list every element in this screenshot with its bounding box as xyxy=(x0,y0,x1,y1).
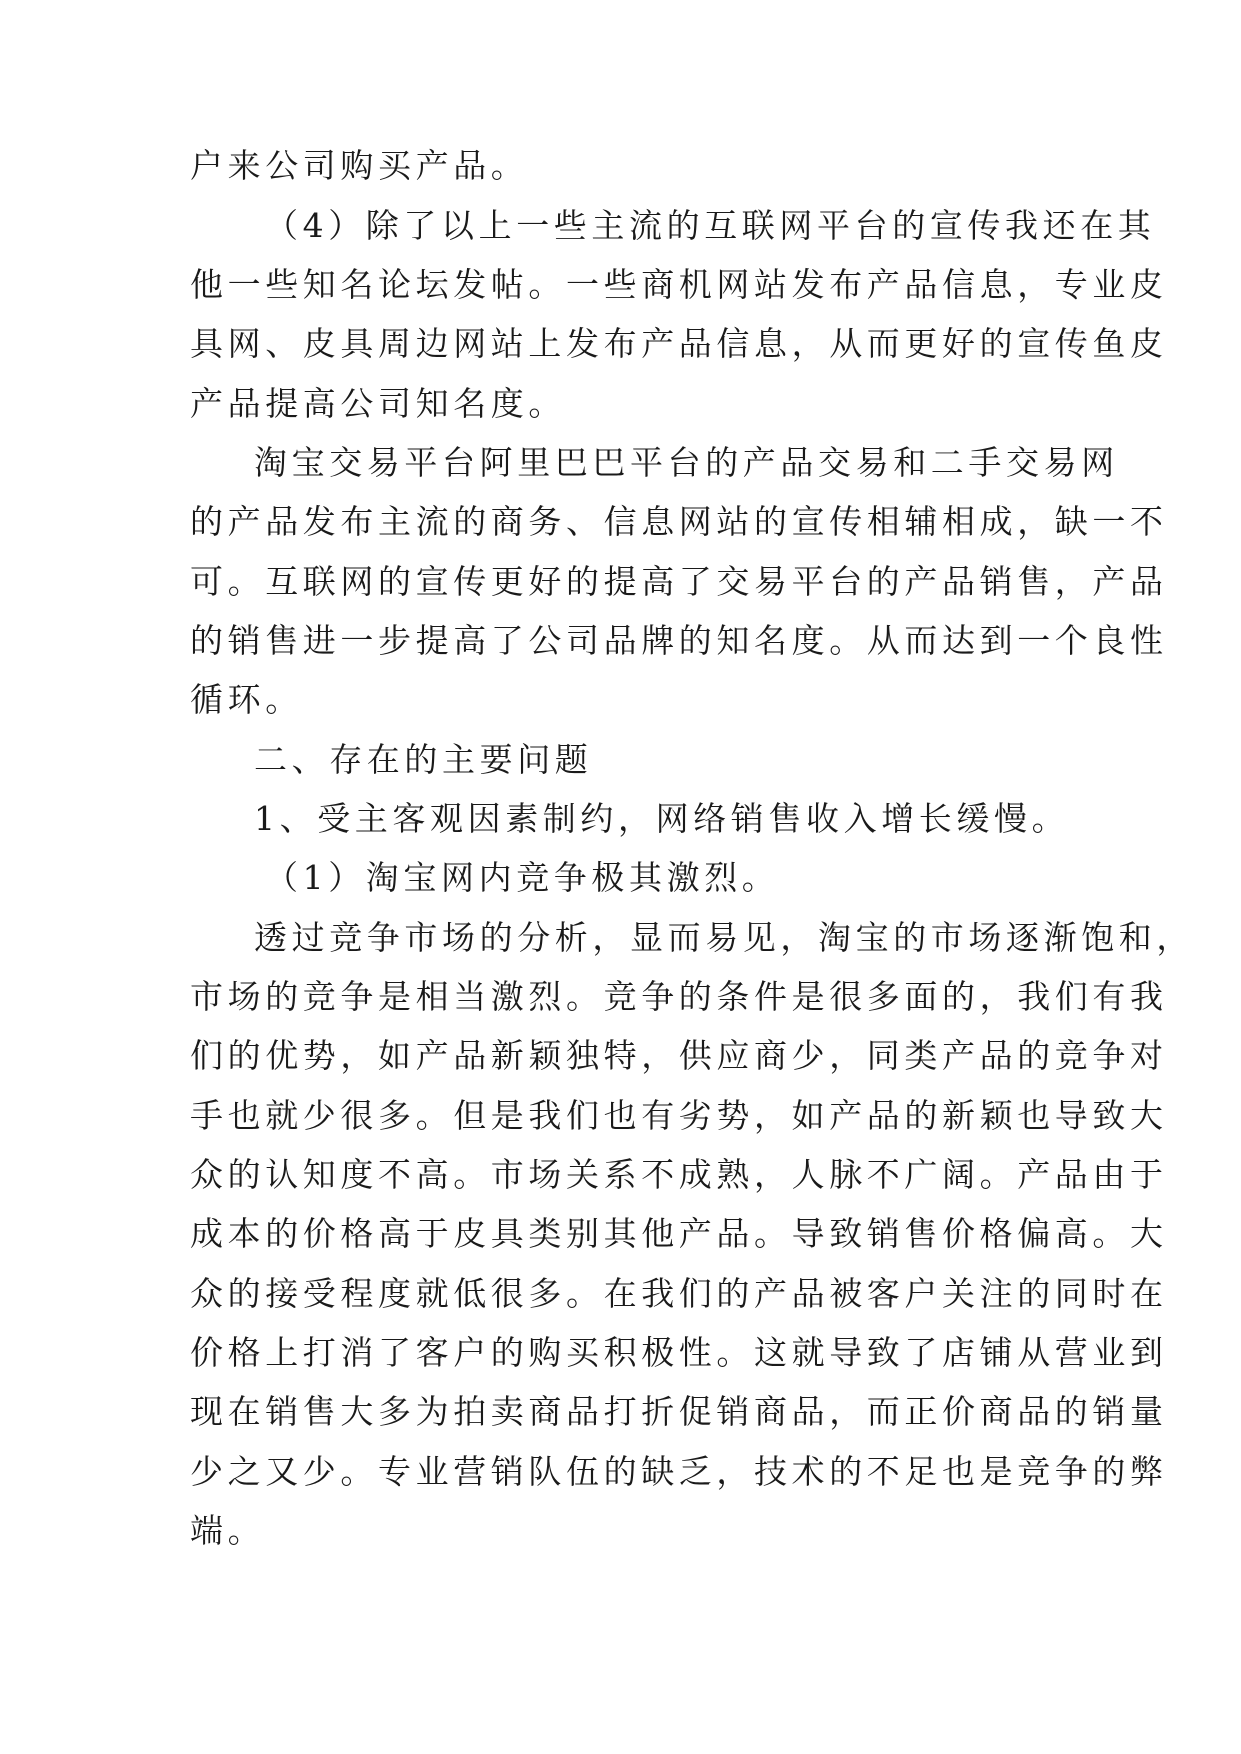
paragraph-line: 可。互联网的宣传更好的提高了交易平台的产品销售，产品 xyxy=(190,562,1168,601)
paragraph-line: 端。 xyxy=(190,1511,266,1550)
subsection-heading: 1、受主客观因素制约，网络销售收入增长缓慢。 xyxy=(254,799,1070,838)
paragraph-line: 们的优势，如产品新颖独特，供应商少，同类产品的竞争对 xyxy=(190,1036,1168,1075)
paragraph-line: 众的认知度不高。市场关系不成熟，人脉不广阔。产品由于 xyxy=(190,1155,1168,1194)
paragraph-line: 市场的竞争是相当激烈。竞争的条件是很多面的，我们有我 xyxy=(190,977,1168,1016)
paragraph-line: 循环。 xyxy=(190,680,303,719)
paragraph-line: 价格上打消了客户的购买积极性。这就导致了店铺从营业到 xyxy=(190,1333,1168,1372)
paragraph-line: 具网、皮具周边网站上发布产品信息，从而更好的宣传鱼皮 xyxy=(190,324,1168,363)
paragraph-line: 的产品发布主流的商务、信息网站的宣传相辅相成，缺一不 xyxy=(190,502,1168,541)
paragraph-line: 成本的价格高于皮具类别其他产品。导致销售价格偏高。大 xyxy=(190,1214,1168,1253)
paragraph-line: 现在销售大多为拍卖商品打折促销商品，而正价商品的销量 xyxy=(190,1392,1168,1431)
paragraph-line: 户来公司购买产品。 xyxy=(190,146,529,185)
paragraph-line: 手也就少很多。但是我们也有劣势，如产品的新颖也导致大 xyxy=(190,1096,1168,1135)
paragraph-line: 淘宝交易平台阿里巴巴平台的产品交易和二手交易网 xyxy=(254,443,1119,482)
subsection-heading: （1）淘宝网内竞争极其激烈。 xyxy=(265,858,780,897)
paragraph-line: 众的接受程度就低很多。在我们的产品被客户关注的同时在 xyxy=(190,1274,1168,1313)
paragraph-line: 他一些知名论坛发帖。一些商机网站发布产品信息，专业皮 xyxy=(190,265,1168,304)
paragraph-line: 少之又少。专业营销队伍的缺乏，技术的不足也是竞争的弊 xyxy=(190,1452,1168,1491)
paragraph-line: 产品提高公司知名度。 xyxy=(190,384,566,423)
paragraph-line: 的销售进一步提高了公司品牌的知名度。从而达到一个良性 xyxy=(190,621,1168,660)
paragraph-line: 透过竞争市场的分析，显而易见，淘宝的市场逐渐饱和， xyxy=(254,918,1194,957)
paragraph-line: （4）除了以上一些主流的互联网平台的宣传我还在其 xyxy=(265,206,1156,245)
section-heading: 二、存在的主要问题 xyxy=(254,740,593,779)
